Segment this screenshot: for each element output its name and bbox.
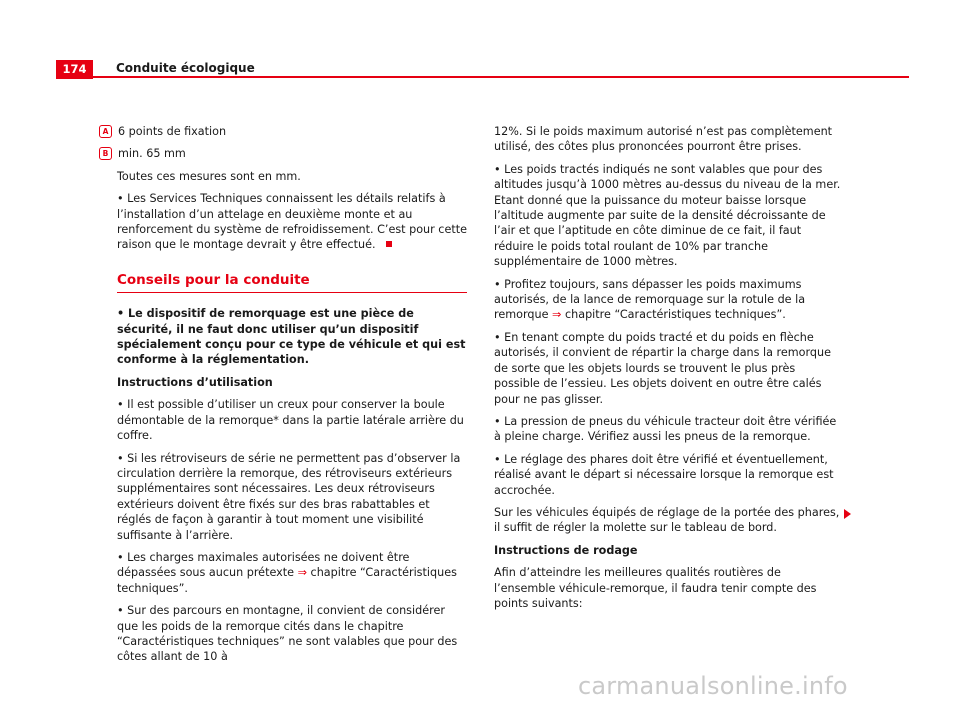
legend-marker-a: A	[99, 125, 112, 138]
subhead-break-in: Instructions de rodage	[494, 543, 638, 557]
chapter-title: Conduite écologique	[116, 61, 255, 75]
legend-text-a: 6 points de fixation	[118, 125, 227, 138]
paragraph-services-text: • Les Services Techniques connaissent les détails relatifs à l’installation d’un attelage en deuxième monte et au renforcement du système de refroidissement. C’est pour cette raison que le montage devrait y être effectué.	[117, 192, 467, 252]
right-column	[494, 124, 844, 618]
measures-note: Toutes ces mesures sont en mm.	[117, 169, 301, 183]
max-loads-ref: chapitre “Caractéristiques techniques”.	[117, 566, 457, 595]
safety-warning: • Le dispositif de remorquage est une pièce de sécurité, il ne faut donc utiliser qu’un dispositif spécialement conçu pour ce type de véhicule et qui est conforme à la réglementation.	[117, 307, 466, 367]
paragraph-load-distribution: • En tenant compte du poids tracté et du poids en flèche autorisés, il convient de répartir la charge dans la remorque de sorte que les objets lourds se trouvent le plus près possible de l’essieu. Les objets doivent en outre être calés pour ne pas glisser.	[494, 330, 831, 406]
page-number: 174	[56, 60, 93, 79]
paragraph-headlights: • Le réglage des phares doit être vérifié et éventuellement, réalisé avant le départ si nécessaire lorsque la remorque est accrochée.	[494, 452, 834, 497]
paragraph-altitude: • Les poids tractés indiqués ne sont valables que pour des altitudes jusqu’à 1000 mètres au-dessus du niveau de la mer. Etant donné que la puissance du moteur baisse lorsque l’altitude augmente par suite de la densité décroissante de l’air et que l’aptitude en côte diminue de ce fait, il faut réduire le poids total roulant de 10% par tranche supplémentaire de 1000 mètres.	[494, 162, 841, 269]
header-rule	[56, 76, 909, 78]
paragraph-max-loads	[117, 550, 467, 596]
legend-marker-b: B	[99, 147, 112, 160]
legend-item-b	[102, 146, 467, 161]
legend-item-a	[102, 124, 467, 139]
reference-arrow-icon: ⇒	[297, 566, 307, 580]
drawbar-text: • Profitez toujours, sans dépasser les poids maximums autorisés, de la lance de remorquage sur la rotule de la remorque	[494, 277, 806, 322]
paragraph-mirrors: • Si les rétroviseurs de série ne permettent pas d’observer la circulation derrière la remorque, des rétroviseurs extérieurs supplémentaires sont nécessaires. Les deux rétroviseurs extérieurs doivent être fixés sur des bras rabattables et réglés de façon à garantir à tout moment une visibilité suffisante à l’arrière.	[117, 451, 461, 542]
paragraph-headlight-range: Sur les véhicules équipés de réglage de la portée des phares, il suffit de régler la molette sur le tableau de bord.	[494, 505, 840, 535]
reference-arrow-icon: ⇒	[552, 308, 562, 322]
left-column	[102, 124, 467, 672]
max-loads-text: • Les charges maximales autorisées ne doivent être dépassées sous aucun prétexte	[117, 550, 410, 580]
paragraph-drawbar	[494, 277, 844, 323]
paragraph-break-in: Afin d’atteindre les meilleures qualités routières de l’ensemble véhicule-remorque, il faudra tenir compte des points suivants:	[494, 566, 817, 610]
drawbar-ref: chapitre “Caractéristiques techniques”.	[564, 308, 786, 322]
watermark: carmanualsonline.info	[578, 672, 848, 700]
end-of-section-icon	[386, 241, 392, 247]
legend-text-b: min. 65 mm	[118, 147, 186, 161]
paragraph-services	[117, 191, 467, 253]
paragraph-tire-pressure: • La pression de pneus du véhicule tracteur doit être vérifiée à pleine charge. Vérifiez aussi les pneus de la remorque.	[494, 414, 837, 444]
continue-arrow-icon	[844, 509, 851, 519]
subhead-usage: Instructions d’utilisation	[117, 375, 273, 389]
paragraph-slope: 12%. Si le poids maximum autorisé n’est pas complètement utilisé, des côtes plus prononcées pourront être prises.	[494, 125, 833, 154]
section-title: Conseils pour la conduite	[117, 273, 467, 293]
paragraph-mountain: • Sur des parcours en montagne, il convient de considérer que les poids de la remorque cités dans le chapitre “Caractéristiques techniques” ne sont valables que pour des côtes allant de 10 à	[117, 604, 458, 664]
paragraph-ball-storage: • Il est possible d’utiliser un creux pour conserver la boule démontable de la remorque* dans la partie latérale arrière du coffre.	[117, 398, 464, 443]
